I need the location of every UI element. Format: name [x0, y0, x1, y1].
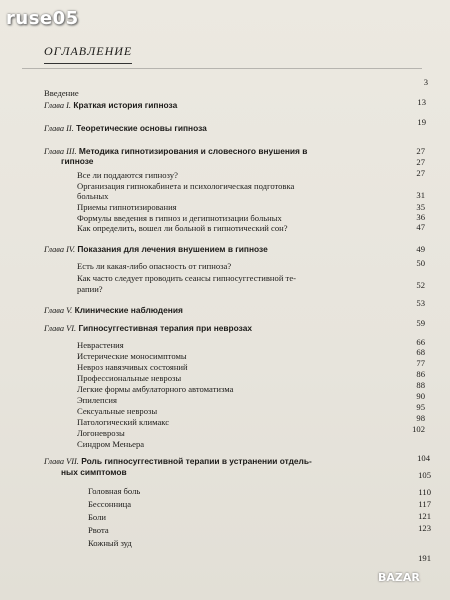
toc-chapter-5: [44, 305, 183, 316]
toc-subentry: Все ли поддаются гипнозу?: [77, 170, 178, 180]
page-number: 19: [417, 117, 426, 127]
page-number: 68: [416, 347, 425, 357]
toc-chapter-7-cont: [61, 467, 127, 477]
page-number: 59: [416, 318, 425, 328]
page-number: 47: [416, 222, 425, 232]
toc-chapter-7: [44, 456, 312, 467]
toc-subentry: Боли: [88, 512, 107, 522]
chapter-title-cont: гипнозе: [61, 156, 94, 166]
page-number: 105: [418, 470, 431, 480]
page-number: 117: [418, 499, 431, 509]
page-number: 110: [418, 487, 431, 497]
toc-chapter-6: [44, 323, 252, 334]
chapter-number: Глава II.: [44, 124, 74, 133]
page-number: 88: [416, 380, 425, 390]
toc-subentry: Профессиональные неврозы: [77, 373, 182, 383]
toc-subentry: Неврастения: [77, 340, 124, 350]
toc-chapter-3-cont: [61, 156, 93, 166]
divider: [22, 68, 422, 69]
chapter-title: Теоретические основы гипноза: [76, 123, 207, 133]
toc-subentry-cont: рапии?: [77, 284, 103, 294]
page-number: 35: [416, 202, 425, 212]
toc-subentry: Патологический климакс: [77, 417, 170, 427]
chapter-number: Глава I.: [44, 101, 72, 110]
toc-subentry: Приемы гипнотизирования: [77, 202, 177, 212]
page-number: 95: [416, 402, 425, 412]
page-number: 27: [416, 146, 425, 156]
chapter-number: Глава VI.: [44, 324, 77, 333]
chapter-title: Клинические наблюдения: [74, 305, 183, 315]
toc-chapter-4: [44, 244, 268, 255]
page-number: 53: [416, 298, 425, 308]
toc-subentry: Головная боль: [88, 486, 141, 496]
chapter-title: Гипносуггестивная терапия при неврозах: [78, 323, 253, 333]
chapter-number: Глава V.: [44, 306, 73, 315]
chapter-number: Глава IV.: [44, 245, 76, 254]
chapter-title: Показания для лечения внушением в гипнозе: [77, 244, 268, 254]
page-number: 123: [418, 523, 431, 533]
toc-subentry: Синдром Меньера: [77, 439, 145, 449]
page-number: 86: [416, 369, 425, 379]
page-number: 104: [417, 453, 430, 463]
page-number: 3: [423, 77, 428, 87]
chapter-title: Краткая история гипноза: [73, 100, 178, 110]
toc-heading: ОГЛАВЛЕНИЕ: [44, 44, 132, 64]
toc-subentry: Как определить, вошел ли больной в гипнотический сон?: [77, 223, 288, 233]
chapter-number: Глава VII.: [44, 457, 79, 466]
page-number: 27: [416, 168, 425, 178]
chapter-number: Глава III.: [44, 147, 77, 156]
toc-subentry: Легкие формы амбулаторного автоматизма: [77, 384, 234, 394]
page-number: 27: [416, 157, 425, 167]
page-number: 31: [416, 190, 425, 200]
page-number: 102: [412, 424, 425, 434]
page-number: 77: [416, 358, 425, 368]
toc-subentry: Есть ли какая-либо опасность от гипноза?: [77, 261, 232, 271]
page-number: 52: [416, 280, 425, 290]
page-number: 36: [416, 212, 425, 222]
page-number: 66: [416, 337, 425, 347]
toc-subentry: Невроз навязчивых состояний: [77, 362, 188, 372]
watermark-corner-logo: [378, 568, 440, 592]
toc-subentry: Бессонница: [88, 499, 132, 509]
page-number: 90: [416, 391, 425, 401]
page-number: 191: [418, 553, 431, 563]
chapter-title: Роль гипносуггестивной терапии в устранении отдель-: [81, 456, 312, 466]
watermark-corner-text: BAZAR: [378, 571, 420, 584]
toc-chapter-2: [44, 123, 207, 134]
toc-subentry: Рвота: [88, 525, 109, 535]
toc-subentry: Организация гипнокабинета и психологическая подготовка: [77, 181, 295, 191]
toc-subentry: Как часто следует проводить сеансы гипносуггестивной те-: [77, 273, 296, 283]
toc-subentry: Формулы введения в гипноз и дегипнотизации больных: [77, 213, 282, 223]
toc-subentry: Эпилепсия: [77, 395, 117, 405]
page-number: 98: [416, 413, 425, 423]
page-number: 121: [418, 511, 431, 521]
toc-subentry-cont: больных: [77, 191, 109, 201]
chapter-title: Методика гипнотизирования и словесного внушения в: [78, 146, 308, 156]
page-number: 49: [416, 244, 425, 254]
chapter-title-cont: ных симптомов: [61, 467, 127, 477]
toc-entry-intro: Введение: [44, 88, 79, 98]
toc-chapter-1: [44, 100, 177, 111]
toc-subentry: Сексуальные неврозы: [77, 406, 158, 416]
page-number: 50: [416, 258, 425, 268]
toc-subentry: Истерические моносимптомы: [77, 351, 187, 361]
toc-subentry: Логоневрозы: [77, 428, 125, 438]
page-number: 13: [417, 97, 426, 107]
toc-subentry: Кожный зуд: [88, 538, 132, 548]
watermark-logo: ruse05: [6, 8, 79, 29]
